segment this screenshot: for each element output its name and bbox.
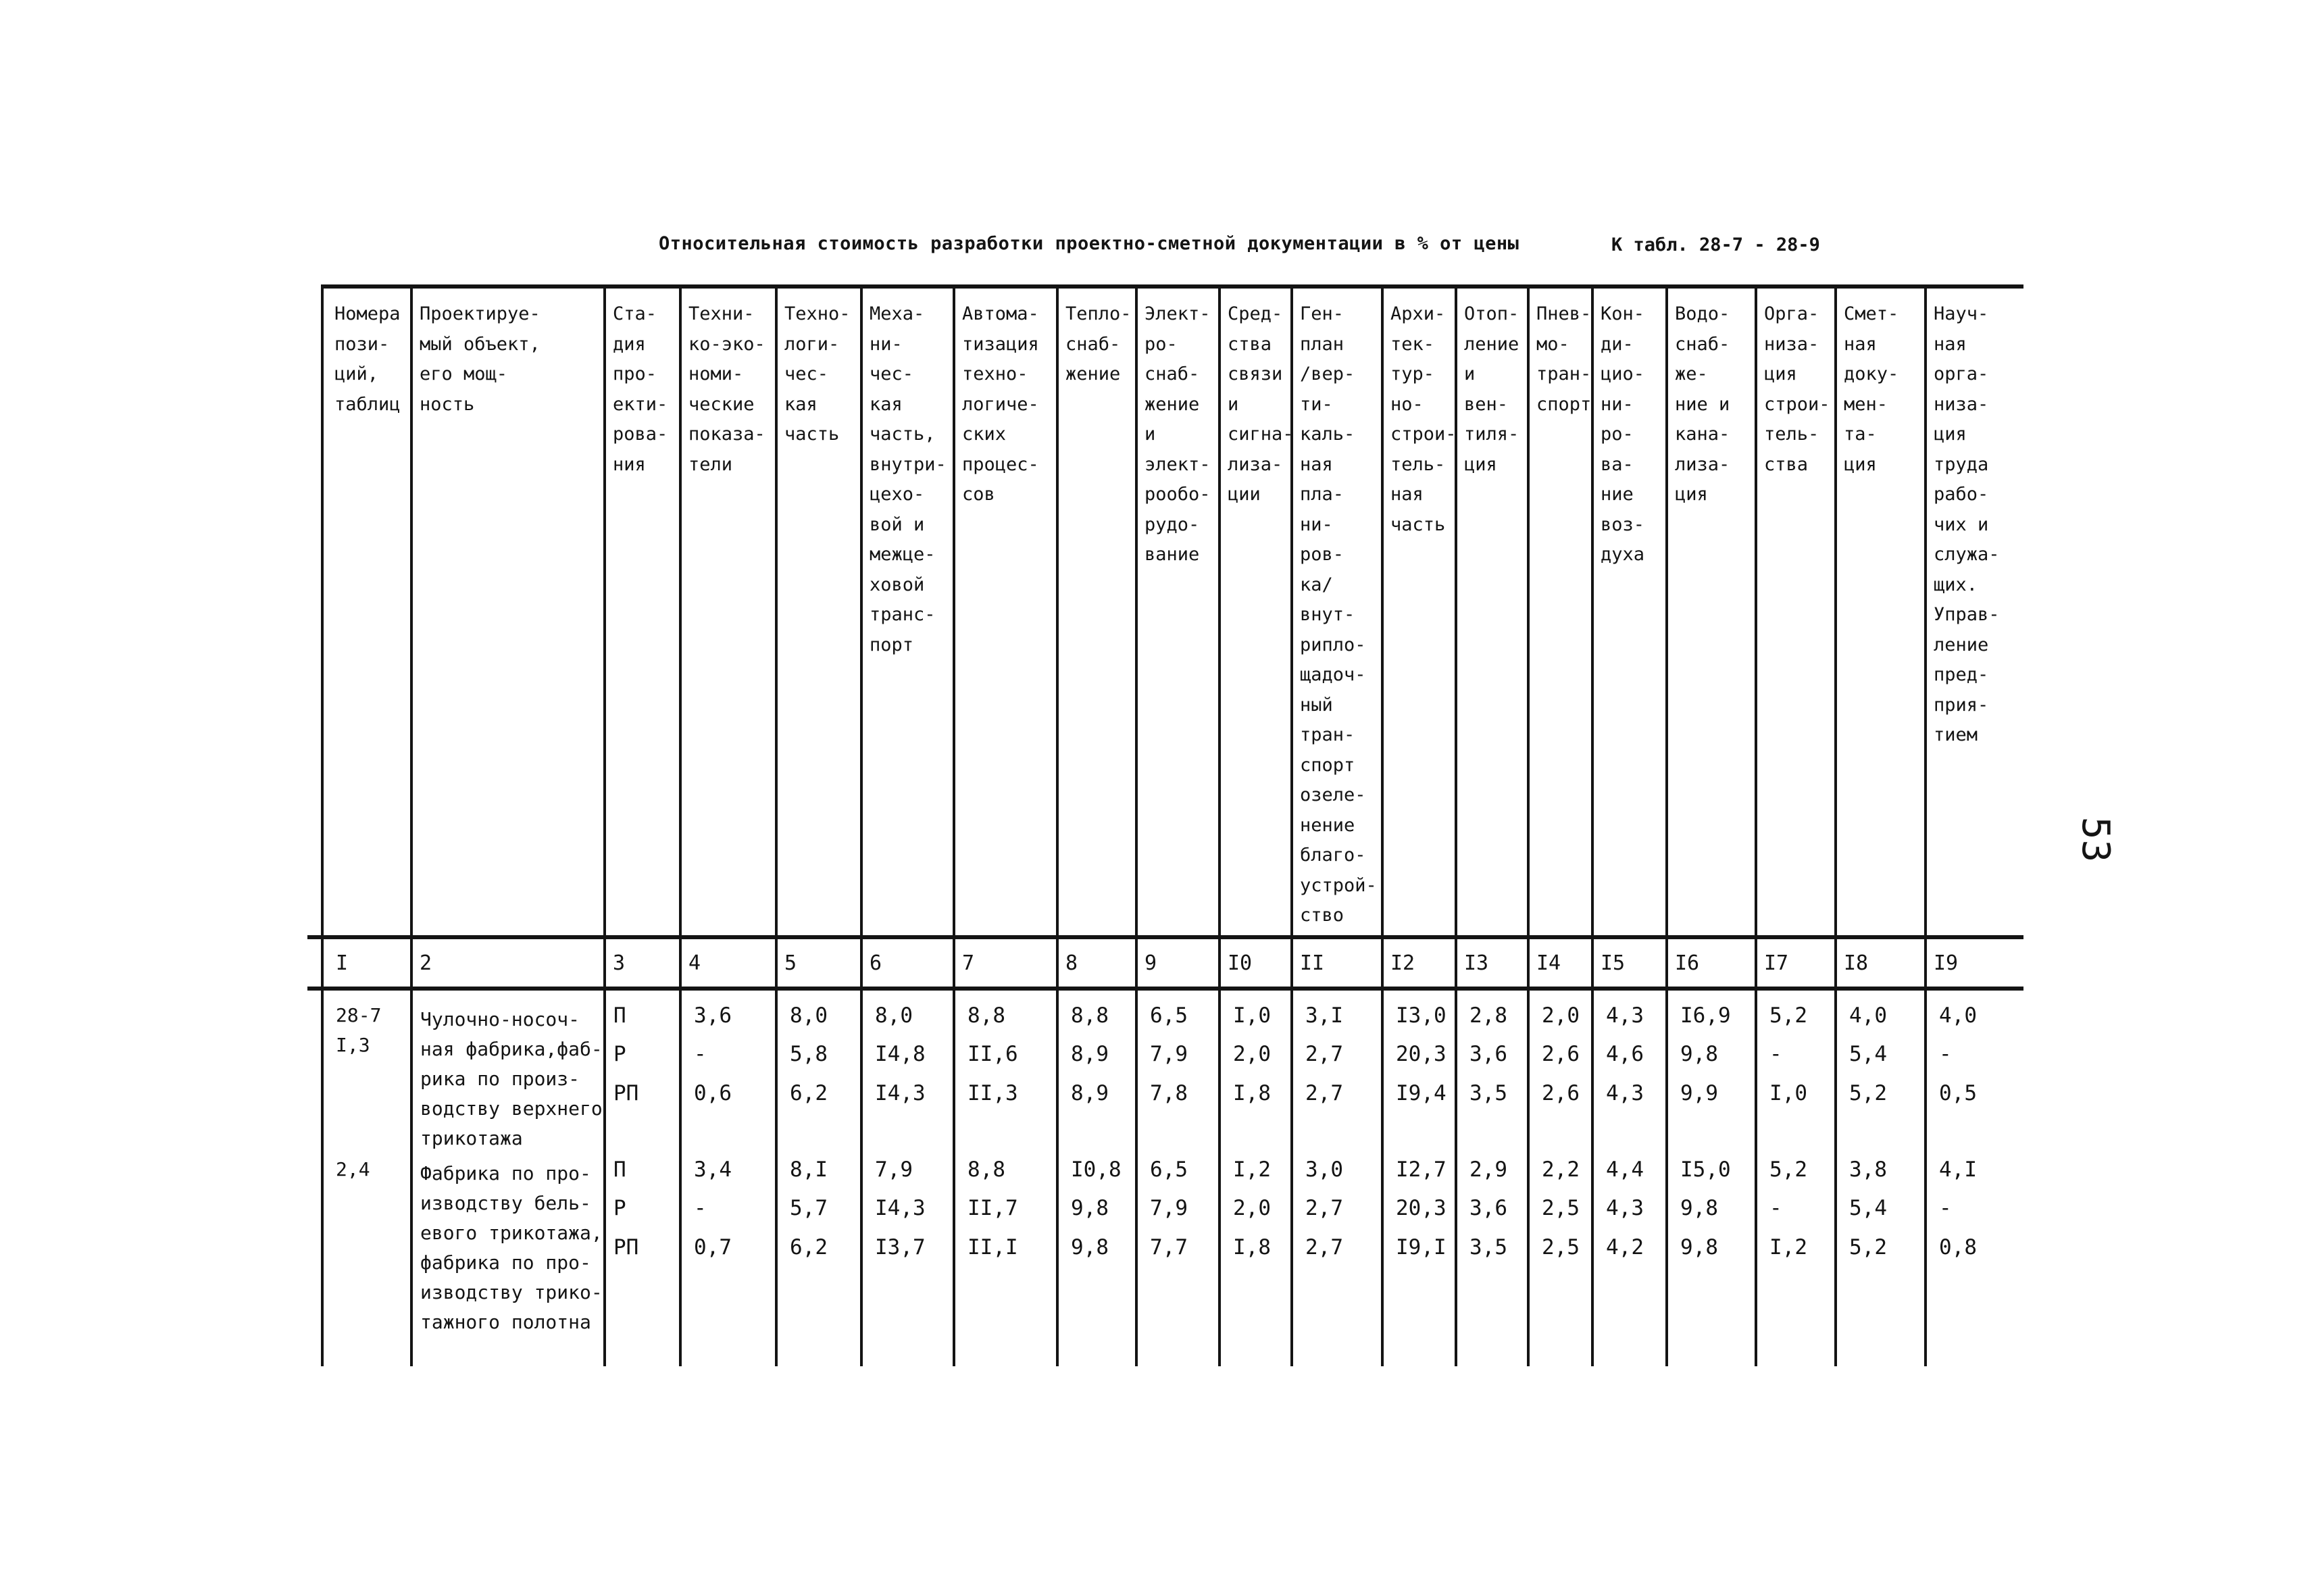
value-cell: 9,8: [1071, 1235, 1109, 1260]
value-cell: 7,9: [875, 1157, 913, 1182]
value-cell: I6,9: [1680, 1003, 1731, 1028]
column-header: Проектируе- мый объект, его мощ- ность: [420, 303, 540, 415]
column-number: 7: [962, 951, 975, 975]
value-cell: 2,7: [1305, 1196, 1343, 1220]
column-rule: [953, 287, 955, 1366]
column-header: Отоп- ление и вен- тиля- ция: [1464, 303, 1519, 475]
value-cell: I2,7: [1396, 1157, 1447, 1182]
value-cell: 3,6: [694, 1003, 732, 1028]
column-number: I4: [1536, 951, 1561, 975]
value-cell: -: [1939, 1196, 1952, 1220]
stage-cell: П: [613, 1003, 626, 1028]
object-name: Фабрика по про- изводству бель- евого трикотажа, фабрика по про- изводству трико- тажного полотна: [420, 1162, 603, 1333]
value-cell: 7,9: [1150, 1196, 1188, 1220]
value-cell: 3,0: [1305, 1157, 1343, 1182]
stage-cell: П: [613, 1157, 626, 1182]
column-rule: [1135, 287, 1138, 1366]
column-header: Кон- ди- цио- ни- ро- ва- ние воз- духа: [1601, 303, 1645, 565]
table-reference: К табл. 28-7 - 28-9: [1611, 234, 1820, 255]
value-cell: -: [694, 1042, 707, 1066]
value-cell: 5,4: [1849, 1196, 1887, 1220]
page-number: 53: [2073, 816, 2118, 863]
value-cell: 2,7: [1305, 1235, 1343, 1260]
stage-cell: РП: [613, 1081, 639, 1105]
column-number: I9: [1934, 951, 1959, 975]
value-cell: 5,2: [1769, 1003, 1807, 1028]
value-cell: II,6: [967, 1042, 1018, 1066]
column-header: Автома- тизация техно- логиче- ских процес- сов: [962, 303, 1039, 505]
value-cell: II,7: [967, 1196, 1018, 1220]
value-cell: 4,I: [1939, 1157, 1977, 1182]
row-rule: [307, 987, 2023, 991]
value-cell: 8,8: [1071, 1003, 1109, 1028]
position-number: 28-7 I,3: [336, 1004, 382, 1056]
value-cell: I,2: [1769, 1235, 1807, 1260]
column-rule: [1834, 287, 1837, 1366]
column-number: 3: [613, 951, 626, 975]
value-cell: 2,7: [1305, 1081, 1343, 1105]
value-cell: 8,9: [1071, 1081, 1109, 1105]
value-cell: 3,6: [1469, 1196, 1507, 1220]
value-cell: 4,3: [1606, 1003, 1644, 1028]
value-cell: 0,6: [694, 1081, 732, 1105]
value-cell: 4,6: [1606, 1042, 1644, 1066]
value-cell: 2,2: [1542, 1157, 1580, 1182]
value-cell: 9,9: [1680, 1081, 1718, 1105]
column-header: Техни- ко-эко- номи- ческие показа- тели: [688, 303, 765, 475]
value-cell: I,2: [1233, 1157, 1271, 1182]
value-cell: 2,0: [1233, 1042, 1271, 1066]
value-cell: II,I: [967, 1235, 1018, 1260]
value-cell: 6,5: [1150, 1157, 1188, 1182]
column-number: 9: [1145, 951, 1157, 975]
column-rule: [1755, 287, 1757, 1366]
value-cell: 2,5: [1542, 1235, 1580, 1260]
value-cell: 6,5: [1150, 1003, 1188, 1028]
value-cell: 6,2: [790, 1235, 828, 1260]
column-header: Пнев- мо- тран- спорт: [1536, 303, 1592, 415]
column-header: Водо- снаб- же- ние и кана- лиза- ция: [1675, 303, 1730, 505]
value-cell: I9,I: [1396, 1235, 1447, 1260]
column-number: I6: [1675, 951, 1700, 975]
value-cell: 5,2: [1849, 1081, 1887, 1105]
value-cell: I3,0: [1396, 1003, 1447, 1028]
value-cell: I4,3: [875, 1196, 926, 1220]
column-number: I5: [1601, 951, 1626, 975]
value-cell: 0,5: [1939, 1081, 1977, 1105]
column-number: 4: [688, 951, 701, 975]
value-cell: 5,4: [1849, 1042, 1887, 1066]
value-cell: 8,0: [875, 1003, 913, 1028]
value-cell: 2,6: [1542, 1081, 1580, 1105]
value-cell: I,8: [1233, 1081, 1271, 1105]
value-cell: 9,8: [1680, 1235, 1718, 1260]
column-header: Ста- дия про- екти- рова- ния: [613, 303, 668, 475]
stage-cell: Р: [613, 1042, 626, 1066]
value-cell: 0,8: [1939, 1235, 1977, 1260]
column-header: Меха- ни- чес- кая часть, внутри- цехо- вой и межце- ховой транс- порт: [870, 303, 947, 655]
value-cell: 3,4: [694, 1157, 732, 1182]
value-cell: 5,2: [1849, 1235, 1887, 1260]
value-cell: 9,8: [1680, 1042, 1718, 1066]
column-rule: [775, 287, 778, 1366]
stage-cell: Р: [613, 1196, 626, 1220]
column-header: Смет- ная доку- мен- та- ция: [1844, 303, 1899, 475]
column-number: 8: [1065, 951, 1078, 975]
value-cell: 9,8: [1680, 1196, 1718, 1220]
column-rule: [603, 287, 606, 1366]
stage-cell: РП: [613, 1235, 639, 1260]
column-number: I2: [1390, 951, 1415, 975]
column-number: I8: [1844, 951, 1869, 975]
value-cell: 20,3: [1396, 1196, 1447, 1220]
value-cell: 3,5: [1469, 1081, 1507, 1105]
value-cell: -: [1939, 1042, 1952, 1066]
value-cell: 4,4: [1606, 1157, 1644, 1182]
column-number: I0: [1228, 951, 1253, 975]
value-cell: I,8: [1233, 1235, 1271, 1260]
column-rule: [1381, 287, 1384, 1366]
value-cell: -: [694, 1196, 707, 1220]
table-caption: Относительная стоимость разработки проектно-сметной документации в % от цены: [659, 233, 1519, 254]
value-cell: I4,3: [875, 1081, 926, 1105]
column-rule: [1218, 287, 1221, 1366]
column-header: Техно- логи- чес- кая часть: [784, 303, 851, 445]
position-number: 2,4: [336, 1158, 370, 1180]
value-cell: I3,7: [875, 1235, 926, 1260]
column-rule: [1665, 287, 1668, 1366]
value-cell: 5,8: [790, 1042, 828, 1066]
column-number: 2: [420, 951, 432, 975]
value-cell: 2,7: [1305, 1042, 1343, 1066]
value-cell: 4,0: [1939, 1003, 1977, 1028]
value-cell: I,0: [1233, 1003, 1271, 1028]
value-cell: 7,8: [1150, 1081, 1188, 1105]
value-cell: 2,8: [1469, 1003, 1507, 1028]
value-cell: I,0: [1769, 1081, 1807, 1105]
column-rule: [1591, 287, 1594, 1366]
column-rule: [1527, 287, 1530, 1366]
column-header: Ген- план /вер- ти- каль- ная пла- ни- ров- ка/ внут- рипло- щадоч- ный тран- спорт озеле- нение благо- устрой- ство: [1300, 303, 1377, 926]
column-rule: [1924, 287, 1927, 1366]
column-header: Тепло- снаб- жение: [1065, 303, 1132, 384]
value-cell: 2,0: [1233, 1196, 1271, 1220]
value-cell: I0,8: [1071, 1157, 1122, 1182]
value-cell: 4,0: [1849, 1003, 1887, 1028]
value-cell: 3,I: [1305, 1003, 1343, 1028]
value-cell: I5,0: [1680, 1157, 1731, 1182]
column-rule: [410, 287, 413, 1366]
value-cell: I4,8: [875, 1042, 926, 1066]
row-rule: [307, 935, 2023, 939]
row-rule: [321, 284, 2023, 289]
value-cell: 3,5: [1469, 1235, 1507, 1260]
value-cell: 8,8: [967, 1003, 1005, 1028]
value-cell: 2,0: [1542, 1003, 1580, 1028]
value-cell: 2,9: [1469, 1157, 1507, 1182]
value-cell: 8,8: [967, 1157, 1005, 1182]
column-number: I3: [1464, 951, 1489, 975]
column-rule: [321, 287, 324, 1366]
value-cell: 8,9: [1071, 1042, 1109, 1066]
column-rule: [860, 287, 863, 1366]
value-cell: 8,I: [790, 1157, 828, 1182]
value-cell: -: [1769, 1196, 1782, 1220]
value-cell: 4,2: [1606, 1235, 1644, 1260]
value-cell: 5,7: [790, 1196, 828, 1220]
value-cell: 4,3: [1606, 1081, 1644, 1105]
column-header: Архи- тек- тур- но- строи- тель- ная часть: [1390, 303, 1457, 535]
value-cell: 3,8: [1849, 1157, 1887, 1182]
value-cell: 6,2: [790, 1081, 828, 1105]
value-cell: -: [1769, 1042, 1782, 1066]
column-rule: [679, 287, 682, 1366]
column-header: Элект- ро- снаб- жение и элект- рообо- рудо- вание: [1145, 303, 1211, 565]
value-cell: 8,0: [790, 1003, 828, 1028]
value-cell: II,3: [967, 1081, 1018, 1105]
value-cell: 7,9: [1150, 1042, 1188, 1066]
value-cell: 0,7: [694, 1235, 732, 1260]
column-number: 5: [784, 951, 797, 975]
value-cell: 20,3: [1396, 1042, 1447, 1066]
value-cell: 9,8: [1071, 1196, 1109, 1220]
value-cell: 5,2: [1769, 1157, 1807, 1182]
column-header: Науч- ная орга- низа- ция труда рабо- чих и служа- щих. Управ- ление пред- прия- тием: [1934, 303, 2000, 745]
value-cell: 2,5: [1542, 1196, 1580, 1220]
column-rule: [1056, 287, 1059, 1366]
value-cell: 4,3: [1606, 1196, 1644, 1220]
object-name: Чулочно-носоч- ная фабрика,фаб- рика по произ- водству верхнего трикотажа: [420, 1008, 603, 1149]
column-number: I: [336, 951, 349, 975]
column-number: I7: [1764, 951, 1789, 975]
column-number: II: [1300, 951, 1325, 975]
value-cell: 2,6: [1542, 1042, 1580, 1066]
value-cell: I9,4: [1396, 1081, 1447, 1105]
value-cell: 3,6: [1469, 1042, 1507, 1066]
column-header: Номера пози- ций, таблиц: [334, 303, 401, 415]
column-number: 6: [870, 951, 882, 975]
value-cell: 7,7: [1150, 1235, 1188, 1260]
column-header: Орга- низа- ция строи- тель- ства: [1764, 303, 1830, 475]
column-header: Сред- ства связи и сигна- лиза- ции: [1228, 303, 1294, 505]
